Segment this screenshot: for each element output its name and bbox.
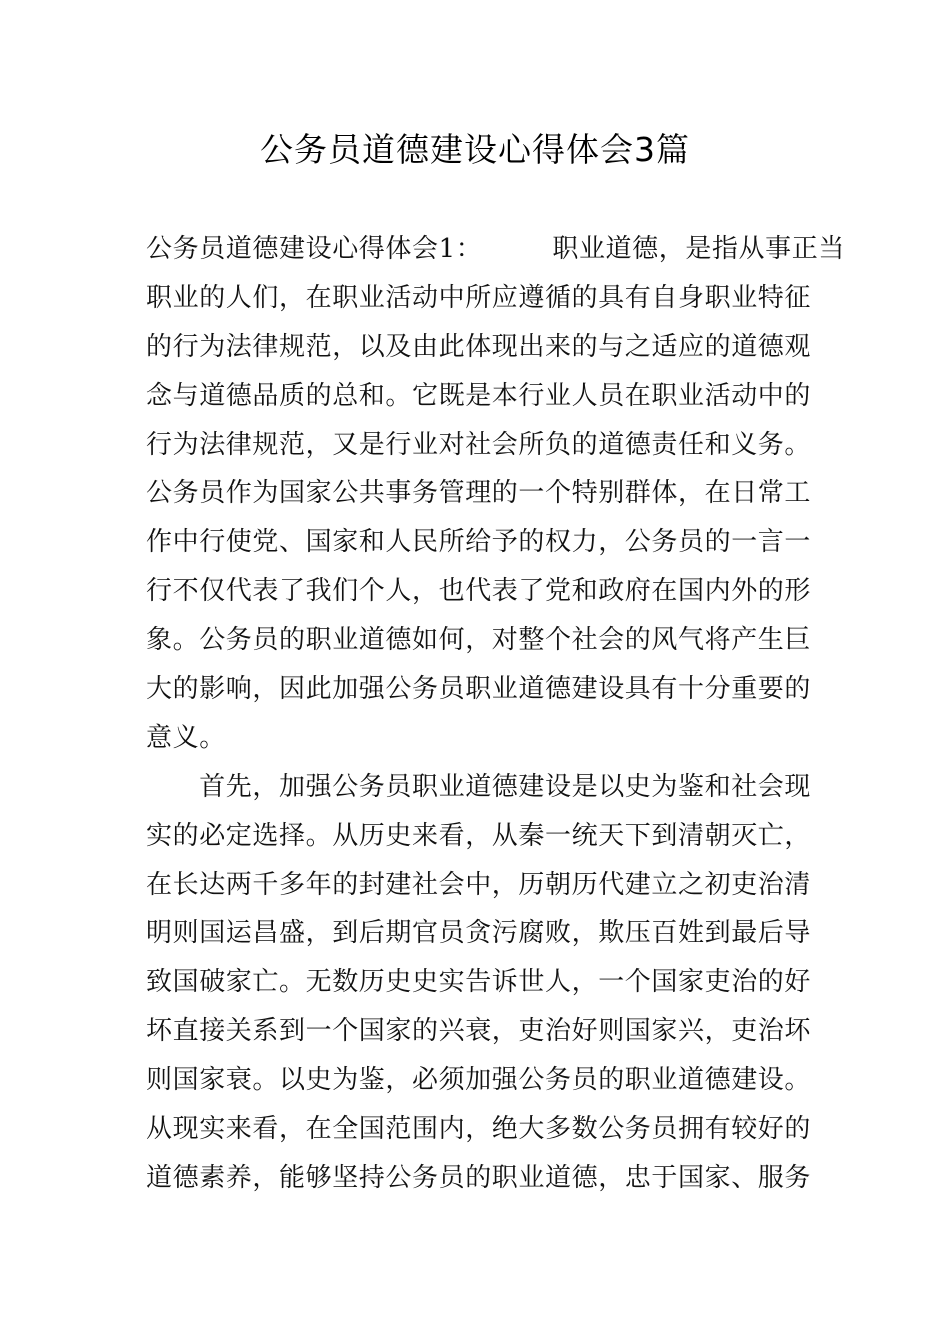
text-line: 实的必定选择。从历史来看，从秦一统天下到清朝灭亡， (146, 820, 812, 851)
text-line: 在长达两千多年的封建社会中，历朝历代建立之初吏治清 (146, 869, 812, 900)
text-line: 行为法律规范，又是行业对社会所负的道德责任和义务。 (146, 429, 812, 460)
text-line: 行不仅代表了我们个人，也代表了党和政府在国内外的形 (146, 576, 812, 607)
text-line: 公务员作为国家公共事务管理的一个特别群体，在日常工 (146, 478, 812, 509)
document-body (146, 229, 845, 1207)
text-line: 道德素养，能够坚持公务员的职业道德，忠于国家、服务 (146, 1162, 812, 1193)
text-line: 致国破家亡。无数历史史实告诉世人，一个国家吏治的好 (146, 967, 812, 998)
text-line: 明则国运昌盛，到后期官员贪污腐败，欺压百姓到最后导 (146, 918, 812, 949)
text-line: 意义。 (146, 722, 226, 753)
text-line: 从现实来看，在全国范围内，绝大多数公务员拥有较好的 (146, 1114, 812, 1145)
text-line: 象。公务员的职业道德如何，对整个社会的风气将产生巨 (146, 625, 812, 656)
paragraph-start: 职业道德，是指从事正当 (552, 234, 845, 264)
text-line: 的行为法律规范，以及由此体现出来的与之适应的道德观 (146, 331, 812, 362)
text-line: 大的影响，因此加强公务员职业道德建设具有十分重要的 (146, 674, 812, 705)
text-line: 首先，加强公务员职业道德建设是以史为鉴和社会现 (146, 771, 812, 802)
section-heading: 公务员道德建设心得体会1： (146, 234, 483, 264)
text-line: 则国家衰。以史为鉴，必须加强公务员的职业道德建设。 (146, 1065, 812, 1096)
text-line: 坏直接关系到一个国家的兴衰，吏治好则国家兴，吏治坏 (146, 1016, 812, 1047)
text-line: 作中行使党、国家和人民所给予的权力，公务员的一言一 (146, 527, 812, 558)
document-title: 公务员道德建设心得体会3篇 (260, 130, 690, 169)
text-line: 职业的人们，在职业活动中所应遵循的具有自身职业特征 (146, 282, 812, 313)
text-line-1 (146, 229, 845, 278)
text-line: 念与道德品质的总和。它既是本行业人员在职业活动中的 (146, 380, 812, 411)
